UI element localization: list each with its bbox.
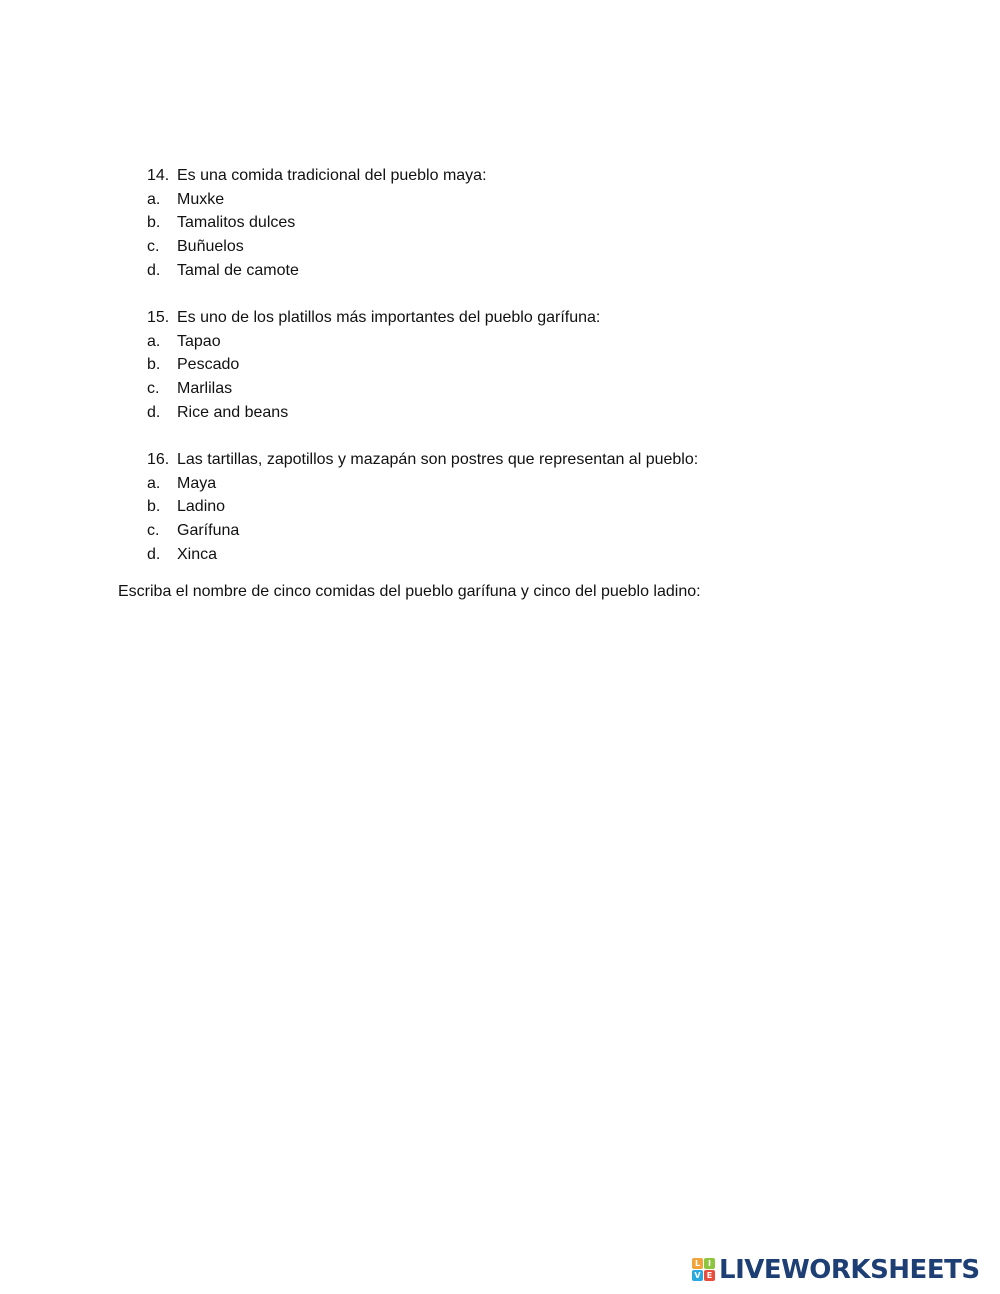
logo-square-icon: L <box>692 1258 703 1269</box>
question-14 <box>147 164 487 283</box>
question-prompt-row <box>147 306 600 330</box>
option-letter: c. <box>147 380 160 398</box>
option-letter: d. <box>147 403 161 421</box>
logo-mark-icon <box>692 1258 716 1282</box>
question-16 <box>147 448 698 567</box>
question-prompt-row <box>147 448 698 472</box>
option-text: Rice and beans <box>177 403 289 421</box>
option-text: Xinca <box>177 545 218 563</box>
option-letter: a. <box>147 190 161 208</box>
option-b[interactable] <box>147 211 487 235</box>
question-prompt-row <box>147 164 487 188</box>
logo-square-icon: E <box>704 1270 715 1281</box>
option-a[interactable] <box>147 472 698 496</box>
option-text: Buñuelos <box>177 238 244 256</box>
logo-square-icon: I <box>704 1258 715 1269</box>
option-text: Maya <box>177 474 217 492</box>
option-text: Tamalitos dulces <box>177 214 296 232</box>
option-b[interactable] <box>147 495 698 519</box>
option-text: Ladino <box>177 498 226 516</box>
logo-text: LIVEWORKSHEETS <box>719 1255 980 1285</box>
option-text: Muxke <box>177 190 225 208</box>
option-letter: d. <box>147 545 161 563</box>
option-c[interactable] <box>147 235 487 259</box>
option-b[interactable] <box>147 353 600 377</box>
question-number: 15. <box>147 309 170 326</box>
option-c[interactable] <box>147 377 600 401</box>
option-a[interactable] <box>147 188 487 212</box>
logo-square-icon: V <box>692 1270 703 1281</box>
question-number: 14. <box>147 167 170 184</box>
option-letter: b. <box>147 498 161 516</box>
option-letter: a. <box>147 332 161 350</box>
option-letter: b. <box>147 356 161 374</box>
option-d[interactable] <box>147 543 698 567</box>
option-letter: c. <box>147 238 160 256</box>
option-text: Garífuna <box>177 522 240 540</box>
option-d[interactable] <box>147 259 487 283</box>
option-letter: d. <box>147 261 161 279</box>
option-c[interactable] <box>147 519 698 543</box>
option-letter: c. <box>147 522 160 540</box>
option-a[interactable] <box>147 330 600 354</box>
instruction-text: Escriba el nombre de cinco comidas del pueblo garífuna y cinco del pueblo ladino: <box>118 583 701 600</box>
option-text: Tamal de camote <box>177 261 299 279</box>
option-letter: b. <box>147 214 161 232</box>
question-prompt: Es una comida tradicional del pueblo maya: <box>177 167 487 184</box>
option-d[interactable] <box>147 401 600 425</box>
question-number: 16. <box>147 451 170 468</box>
option-letter: a. <box>147 474 161 492</box>
question-prompt: Es uno de los platillos más importantes del pueblo garífuna: <box>177 309 601 326</box>
option-text: Marlilas <box>177 380 233 398</box>
question-15 <box>147 306 600 425</box>
option-text: Tapao <box>177 332 221 350</box>
question-prompt: Las tartillas, zapotillos y mazapán son postres que representan al pueblo: <box>177 451 699 468</box>
option-text: Pescado <box>177 356 240 374</box>
liveworksheets-logo[interactable] <box>692 1256 980 1284</box>
